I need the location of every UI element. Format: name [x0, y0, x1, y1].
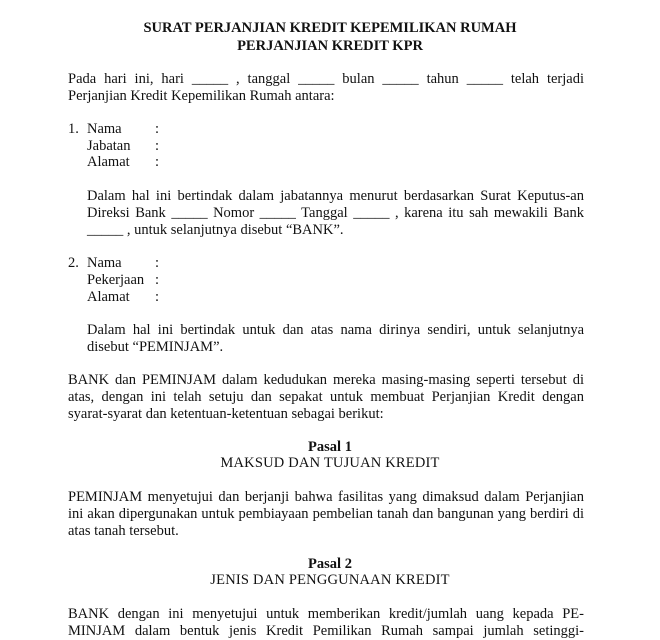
party1-number: 1.: [68, 121, 79, 137]
party2-alamat-colon: :: [155, 289, 160, 305]
party2-alamat-label: Alamat: [87, 289, 130, 305]
document-title: SURAT PERJANJIAN KREDIT KEPEMILIKAN RUMAH: [143, 20, 517, 36]
party1-name-label: Nama: [87, 121, 122, 137]
pasal2-line: BANK dengan ini menyetujui untuk memberikan kredit/jumlah uang kepada PE-: [68, 606, 584, 622]
party1-description-line: Direksi Bank _____ Nomor _____ Tanggal _____ , karena itu sah mewakili Bank: [87, 205, 584, 221]
pasal2-line: MINJAM dalam bentuk jenis Kredit Pemilikan Rumah sampai jumlah setinggi-: [68, 623, 584, 639]
party2-name-label: Nama: [87, 255, 122, 271]
intro-line: Pada hari ini, hari _____ , tanggal _____ bulan _____ tahun _____ telah terjadi: [68, 71, 584, 87]
party1-description-line: _____ , untuk selanjutnya disebut “BANK”.: [87, 222, 344, 238]
pasal1-heading: Pasal 1: [308, 439, 352, 455]
agreement-line: BANK dan PEMINJAM dalam kedudukan mereka masing-masing seperti tersebut di: [68, 372, 584, 388]
pasal1-line: atas tanah tersebut.: [68, 523, 179, 539]
pasal2-heading: Pasal 2: [308, 556, 352, 572]
party1-alamat-label: Alamat: [87, 154, 130, 170]
pasal1-line: ini akan dipergunakan untuk pembiayaan pembelian tanah dan bangunan yang berdiri di: [68, 506, 584, 522]
pasal1-subheading: MAKSUD DAN TUJUAN KREDIT: [220, 455, 440, 471]
party1-jabatan-colon: :: [155, 138, 160, 154]
party1-name-colon: :: [155, 121, 160, 137]
pasal2-subheading: JENIS DAN PENGGUNAAN KREDIT: [210, 572, 450, 588]
pasal1-line: PEMINJAM menyetujui dan berjanji bahwa fasilitas yang dimaksud dalam Perjanjian: [68, 489, 584, 505]
intro-line: Perjanjian Kredit Kepemilikan Rumah antara:: [68, 88, 335, 104]
party2-number: 2.: [68, 255, 79, 271]
party2-pekerjaan-colon: :: [155, 272, 160, 288]
party2-pekerjaan-label: Pekerjaan: [87, 272, 145, 288]
party2-name-colon: :: [155, 255, 160, 271]
party1-jabatan-label: Jabatan: [87, 138, 131, 154]
party1-alamat-colon: :: [155, 154, 160, 170]
agreement-line: atas, dengan ini telah setuju dan sepakat untuk membuat Perjanjian Kredit dengan: [68, 389, 584, 405]
document-subtitle: PERJANJIAN KREDIT KPR: [237, 38, 423, 54]
agreement-line: syarat-syarat dan ketentuan-ketentuan sebagai berikut:: [68, 406, 384, 422]
party1-description-line: Dalam hal ini bertindak dalam jabatannya menurut berdasarkan Surat Keputus-an: [87, 188, 584, 204]
party2-description-line: Dalam hal ini bertindak untuk dan atas nama dirinya sendiri, untuk selanjutnya: [87, 322, 584, 338]
party2-description-line: disebut “PEMINJAM”.: [87, 339, 224, 355]
